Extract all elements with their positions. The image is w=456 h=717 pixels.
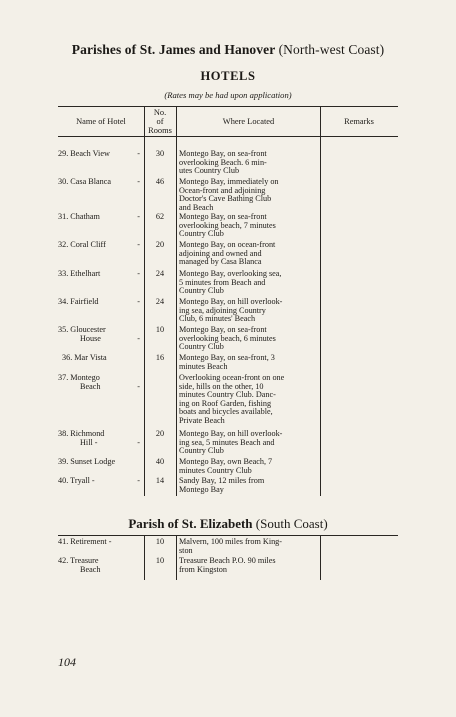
location-line: managed by Casa Blanca bbox=[179, 257, 262, 266]
location-line: and Beach bbox=[179, 202, 214, 212]
hotel-location bbox=[179, 354, 318, 371]
hotel-name-line: 30. Casa Blanca bbox=[58, 177, 111, 186]
hotel-name-line: 41. Retirement - bbox=[58, 537, 112, 546]
location-line: Montego Bay, on sea-front bbox=[179, 325, 267, 334]
column-rule bbox=[320, 536, 321, 580]
hotel-rooms: 14 bbox=[155, 476, 165, 485]
hotel-rooms: 20 bbox=[155, 429, 165, 438]
column-header-remarks: Remarks bbox=[344, 117, 374, 126]
hotels-heading: HOTELS bbox=[200, 69, 256, 83]
hotel-name-line: 32. Coral Cliff bbox=[58, 240, 106, 249]
hotel-name-line: 40. Tryall - bbox=[58, 476, 95, 485]
location-line: Montego Bay, on hill overlook- bbox=[179, 297, 283, 306]
hotel-location bbox=[179, 178, 318, 212]
table-top-rule bbox=[58, 535, 398, 536]
hotel-name-line: Hill - bbox=[80, 437, 98, 447]
hotel-name bbox=[58, 458, 144, 467]
leader-dash: - bbox=[137, 437, 140, 447]
hotel-name-line: 29. Beach View bbox=[58, 149, 110, 158]
column-rule bbox=[144, 536, 145, 580]
hotel-name-line: 33. Ethelhart bbox=[58, 269, 101, 278]
hotel-name-line: Beach bbox=[80, 381, 101, 391]
column-rule bbox=[144, 106, 145, 496]
location-line: Montego Bay, on sea-front bbox=[179, 212, 267, 221]
location-line: Overlooking ocean-front on one bbox=[179, 373, 285, 382]
table-header-rule bbox=[58, 136, 398, 137]
leader-dash: - bbox=[137, 381, 140, 391]
hotel-rooms: 24 bbox=[155, 269, 165, 278]
hotel-location bbox=[179, 557, 318, 574]
hotel-rooms: 62 bbox=[155, 212, 165, 221]
hotel-name-line: 34. Fairfield bbox=[58, 297, 99, 306]
location-line: ston bbox=[179, 545, 193, 555]
hotel-name bbox=[58, 354, 144, 363]
hotel-name bbox=[58, 270, 144, 279]
hotel-location bbox=[179, 150, 318, 176]
parish-heading-region: (North-west Coast) bbox=[278, 42, 385, 57]
hotel-name-line: 38. Richmond bbox=[58, 429, 105, 438]
hotel-name-line: Beach bbox=[80, 564, 101, 574]
location-line: Country Club bbox=[179, 286, 224, 295]
hotel-rooms: 46 bbox=[155, 177, 165, 186]
hotel-rooms: 30 bbox=[155, 149, 165, 158]
location-line: side, hills on the other, 10 bbox=[179, 381, 264, 391]
location-line: Sandy Bay, 12 miles from bbox=[179, 476, 265, 485]
hotel-rooms: 16 bbox=[155, 353, 165, 362]
location-line: Montego Bay, on sea-front, 3 bbox=[179, 353, 275, 362]
location-line: Montego Bay, on sea-front bbox=[179, 149, 267, 158]
location-line: Country Club bbox=[179, 342, 224, 351]
hotel-name bbox=[58, 557, 144, 574]
hotel-name bbox=[58, 374, 144, 391]
hotel-name bbox=[58, 178, 144, 187]
column-header-location: Where Located bbox=[222, 117, 275, 126]
hotel-name bbox=[58, 430, 144, 447]
leader-dash: - bbox=[137, 476, 140, 485]
location-line: overlooking beach, 6 minutes bbox=[179, 333, 276, 343]
hotel-name bbox=[58, 538, 144, 547]
hotel-rooms: 24 bbox=[155, 297, 165, 306]
hotel-location bbox=[179, 213, 318, 239]
hotel-rooms: 10 bbox=[155, 537, 165, 546]
location-line: ing sea, 5 minutes Beach and bbox=[179, 437, 275, 447]
hotel-rooms: 10 bbox=[155, 325, 165, 334]
page-number: 104 bbox=[58, 655, 76, 669]
column-rule bbox=[176, 106, 177, 496]
location-line: utes Country Club bbox=[179, 166, 240, 175]
hotel-name-line: 39. Sunset Lodge bbox=[58, 457, 116, 466]
hotel-name bbox=[58, 241, 144, 250]
column-header-rooms bbox=[144, 108, 176, 135]
hotel-name-line: 37. Montego bbox=[58, 373, 100, 382]
parish-heading-bold: Parishes of St. James and Hanover bbox=[71, 42, 276, 57]
location-line: Country Club bbox=[179, 229, 224, 238]
table-top-rule bbox=[58, 106, 398, 107]
location-line: boats and bicycles available, bbox=[179, 407, 273, 416]
location-line: minutes Country Club bbox=[179, 465, 252, 475]
location-line: minutes Country Club. Danc- bbox=[179, 390, 276, 399]
hotel-name bbox=[58, 213, 144, 222]
column-header-rooms-line: Rooms bbox=[148, 126, 172, 135]
leader-dash: - bbox=[137, 240, 140, 249]
leader-dash: - bbox=[137, 333, 140, 343]
column-header-rooms-line: of bbox=[156, 117, 164, 126]
location-line: Private Beach bbox=[179, 415, 225, 425]
hotel-name bbox=[58, 477, 144, 486]
hotel-location bbox=[179, 458, 318, 475]
location-line: adjoining and owned and bbox=[179, 248, 262, 258]
leader-dash: - bbox=[137, 149, 140, 158]
hotel-location bbox=[179, 326, 318, 352]
location-line: ing on Roof Garden, fishing bbox=[179, 398, 272, 408]
hotel-name-line: 36. Mar Vista bbox=[62, 353, 107, 362]
hotel-name-line: House bbox=[80, 333, 101, 343]
location-line: overlooking beach, 7 minutes bbox=[179, 220, 276, 230]
location-line: Montego Bay, on ocean-front bbox=[179, 240, 276, 249]
location-line: Montego Bay bbox=[179, 484, 224, 494]
leader-dash: - bbox=[137, 212, 140, 221]
location-line: Malvern, 100 miles from King- bbox=[179, 537, 283, 546]
location-line: Country Club bbox=[179, 446, 224, 455]
hotel-rooms: 20 bbox=[155, 240, 165, 249]
rates-note: (Rates may be had upon application) bbox=[164, 90, 292, 100]
hotel-location bbox=[179, 538, 318, 555]
location-line: ing sea, adjoining Country bbox=[179, 305, 266, 315]
hotel-name-line: 35. Gloucester bbox=[58, 325, 106, 334]
location-line: Montego Bay, on hill overlook- bbox=[179, 429, 283, 438]
location-line: Doctor's Cave Bathing Club bbox=[179, 194, 272, 203]
location-line: 5 minutes from Beach and bbox=[179, 277, 266, 287]
hotel-rooms: 10 bbox=[155, 556, 165, 565]
location-line: minutes Beach bbox=[179, 361, 228, 371]
location-line: Club, 6 minutes' Beach bbox=[179, 314, 256, 323]
location-line: Treasure Beach P.O. 90 miles bbox=[179, 556, 276, 565]
hotel-name bbox=[58, 298, 144, 307]
parish-elizabeth-heading bbox=[0, 516, 456, 532]
hotel-location bbox=[179, 430, 318, 456]
hotel-location bbox=[179, 270, 318, 296]
hotel-location bbox=[179, 298, 318, 324]
hotel-name-line: 42. Treasure bbox=[58, 556, 99, 565]
location-line: Montego Bay, own Beach, 7 bbox=[179, 457, 273, 466]
parish-elizabeth-heading-region: (South Coast) bbox=[255, 516, 328, 531]
hotel-name bbox=[58, 150, 144, 159]
hotel-rooms: 40 bbox=[155, 457, 165, 466]
leader-dash: - bbox=[137, 269, 140, 278]
leader-dash: - bbox=[137, 177, 140, 186]
column-header-rooms-line: No. bbox=[153, 108, 167, 117]
parish-elizabeth-heading-bold: Parish of St. Elizabeth bbox=[128, 516, 253, 531]
hotel-name-line: 31. Chatham bbox=[58, 212, 100, 221]
location-line: Ocean-front and adjoining bbox=[179, 185, 266, 195]
column-rule bbox=[320, 106, 321, 496]
column-rule bbox=[176, 536, 177, 580]
hotel-location bbox=[179, 477, 318, 494]
location-line: overlooking Beach. 6 min- bbox=[179, 157, 267, 167]
location-line: from Kingston bbox=[179, 564, 227, 574]
column-header-name: Name of Hotel bbox=[76, 117, 126, 126]
leader-dash: - bbox=[137, 297, 140, 306]
parish-heading bbox=[0, 42, 456, 58]
location-line: Montego Bay, immediately on bbox=[179, 177, 279, 186]
hotel-location bbox=[179, 374, 318, 425]
hotel-name bbox=[58, 326, 144, 343]
hotel-location bbox=[179, 241, 318, 267]
location-line: Montego Bay, overlooking sea, bbox=[179, 269, 282, 278]
